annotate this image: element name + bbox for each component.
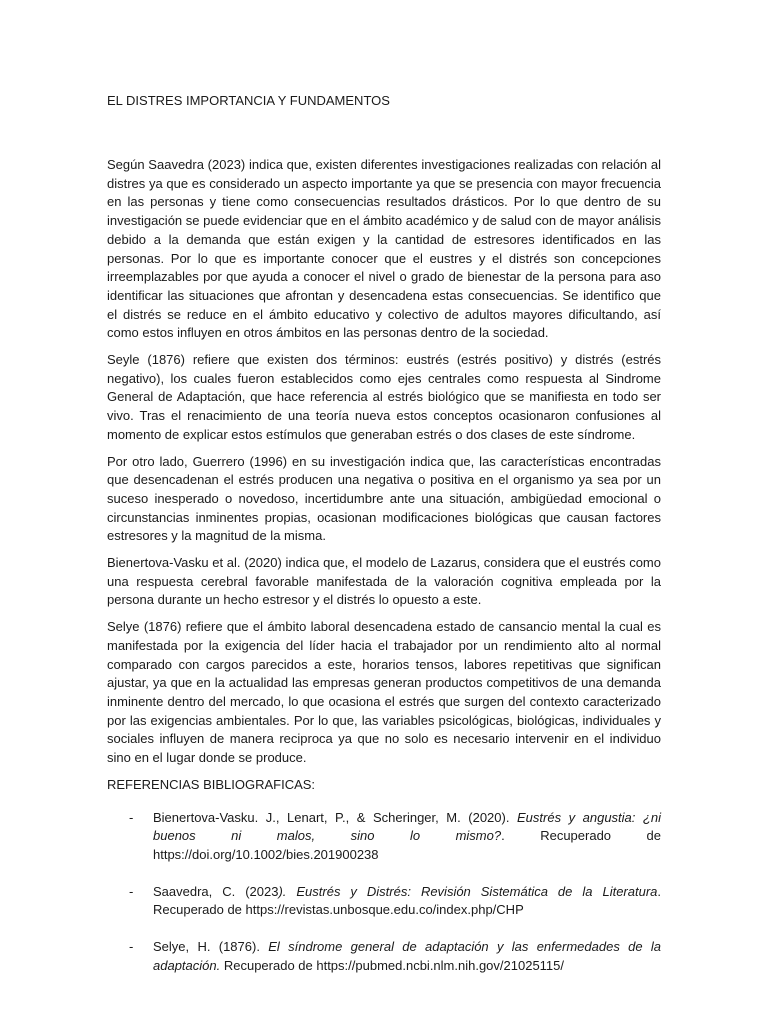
list-bullet: - xyxy=(129,809,134,825)
document-title: EL DISTRES IMPORTANCIA Y FUNDAMENTOS xyxy=(107,93,390,108)
paragraph-bienertova: Bienertova-Vasku et al. (2020) indica que, el modelo de Lazarus, considera que el eustrés como una respuesta cerebral favorable manifestada de la valoración cognitiva empleada por la persona durante un hecho estresor y el distrés lo opuesto a este. xyxy=(107,555,661,608)
paragraph-selye: Selye (1876) refiere que el ámbito laboral desencadena estado de cansancio mental la cual es manifestada por la exigencia del líder hacia el trabajador por un rendimiento alto al normal comparado con cargos parecidos a este, horarios tensos, labores repetitivas que significan ajustar, ya que en la actualidad las empresas generan productos competitivos de una demanda inminente dentro del mercado, lo que ocasiona el estrés que surgen del contexto caracterizado por las exigencias ambientales. Por lo que, las variables psicológicas, biológicas, individuales y sociales influyen de manera reciproca ya que no solo es necesario intervenir en el individuo sino en el lugar donde se produce. xyxy=(107,619,661,766)
reference-title: El síndrome general de adaptación y las enfermedades de la adaptación. xyxy=(153,939,662,973)
reference-text xyxy=(153,809,661,865)
reference-title: ). Eustrés y Distrés: Revisión Sistemática de la Literatura xyxy=(278,883,658,899)
reference-item xyxy=(107,883,661,920)
reference-text xyxy=(153,883,661,920)
reference-authors: Bienertova-Vasku. J., Lenart, P., & Scheringer, M. (2020). xyxy=(153,809,517,825)
reference-item xyxy=(107,938,661,975)
list-bullet: - xyxy=(129,883,134,899)
reference-source: . Recuperado de https://doi.org/10.1002/bies.201900238 xyxy=(153,828,661,862)
reference-item xyxy=(107,809,661,865)
paragraph-seyle: Seyle (1876) refiere que existen dos términos: eustrés (estrés positivo) y distrés (estrés negativo), los cuales fueron establecidos como ejes centrales como respuesta al Sindrome General de Adaptación, que hace referencia al estrés biológico que se manifiesta en todo ser vivo. Tras el renacimiento de una teoría nueva estos conceptos ocasionaron confusiones al momento de explicar estos estímulos que generaban estrés o dos clases de este síndrome. xyxy=(107,352,661,442)
reference-authors: Saavedra, C. (2023 xyxy=(153,883,279,899)
paragraph-guerrero: Por otro lado, Guerrero (1996) en su investigación indica que, las características encontradas que desencadenan el estrés producen una negativa o positiva en el organismo ya sea por un suceso inesperado o novedoso, incertidumbre ante una situación, ambigüedad emocional o circunstancias inminentes propias, ocasionan modificaciones biológicas que causan factores estresores y la magnitud de la misma. xyxy=(107,453,661,544)
list-bullet: - xyxy=(129,939,134,955)
reference-list xyxy=(107,809,661,976)
references-heading: REFERENCIAS BIBLIOGRAFICAS: xyxy=(107,776,316,792)
paragraph-saavedra: Según Saavedra (2023) indica que, existen diferentes investigaciones realizadas con relación al distres ya que es considerado un aspecto importante ya que se presencia con mayor frecuencia en las personas y tiene como consecuencias resultados drásticos. Por lo que dentro de su investigación se puede evidenciar que en el ámbito académico y de salud con de mayor análisis debido a la demanda que están exigen y la cantidad de estresores identificados en las personas. Por lo que es importante conocer que el eustres y el distrés son concepciones irreemplazables por que ayuda a conocer el nivel o grado de bienestar de la persona para aso identificar las situaciones que afrontan y desencadena estas consecuencias. Se identifico que el distrés se reduce en el ámbito educativo y colectivo de adultos mayores dificultando, así como estos influyen en otros ámbitos en las personas dentro de la sociedad. xyxy=(107,157,661,341)
reference-title: Eustrés y angustia: ¿ni buenos ni malos, sino lo mismo? xyxy=(153,809,661,844)
reference-source: Recuperado de https://pubmed.ncbi.nlm.nih.gov/21025115/ xyxy=(220,957,565,973)
reference-source: . Recuperado de https://revistas.unbosque.edu.co/index.php/CHP xyxy=(153,883,662,918)
reference-authors: Selye, H. (1876). xyxy=(153,939,269,955)
reference-text xyxy=(153,938,661,975)
